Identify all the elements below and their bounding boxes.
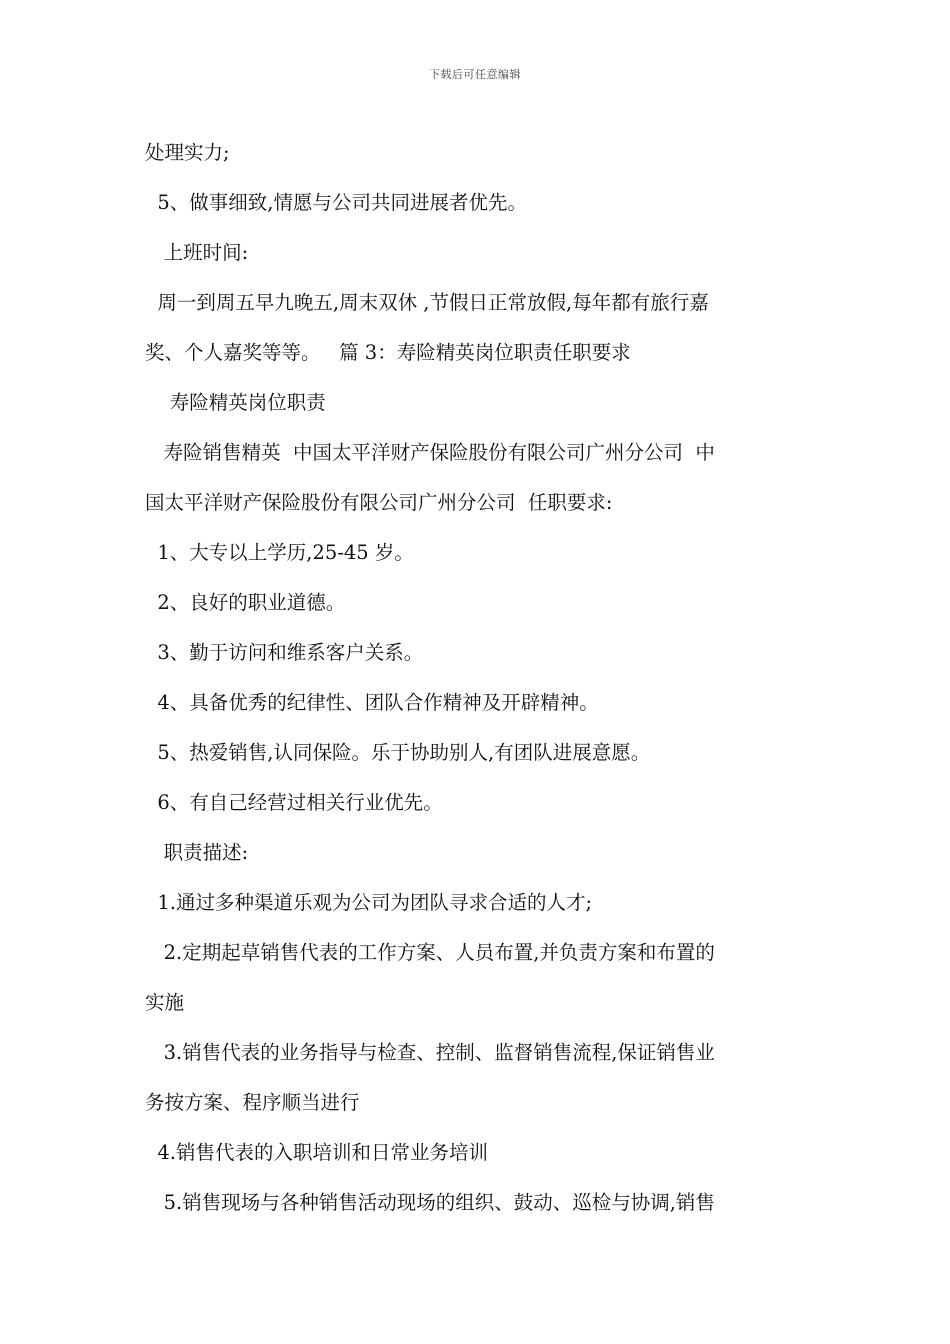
duty-item: 1.通过多种渠道乐观为公司为团队寻求合适的人才; bbox=[145, 891, 593, 914]
text-line: 处理实力; bbox=[145, 141, 230, 164]
requirement-item: 2、良好的职业道德。 bbox=[145, 591, 346, 614]
text-line: 实施 bbox=[145, 991, 185, 1014]
requirement-item: 6、有自己经营过相关行业优先。 bbox=[145, 791, 443, 814]
text-line: 寿险销售精英 中国太平洋财产保险股份有限公司广州分公司 中 bbox=[145, 441, 715, 464]
text-line: 周一到周五早九晚五,周末双休 ,节假日正常放假,每年都有旅行嘉 bbox=[145, 291, 709, 314]
text-line: 务按方案、程序顺当进行 bbox=[145, 1091, 360, 1114]
section-heading: 职责描述: bbox=[145, 841, 249, 864]
duty-item: 3.销售代表的业务指导与检查、控制、监督销售流程,保证销售业 bbox=[145, 1041, 715, 1064]
text-line: 5、做事细致,情愿与公司共同进展者优先。 bbox=[145, 191, 528, 214]
page-header-note: 下载后可任意编辑 bbox=[429, 68, 521, 81]
text-line: 国太平洋财产保险股份有限公司广州分公司 任职要求: bbox=[145, 491, 613, 514]
requirement-item: 4、具备优秀的纪律性、团队合作精神及开辟精神。 bbox=[145, 691, 599, 714]
text-line: 上班时间: bbox=[145, 241, 249, 264]
duty-item: 2.定期起草销售代表的工作方案、人员布置,并负责方案和布置的 bbox=[145, 941, 715, 964]
requirement-item: 1、大专以上学历,25-45 岁。 bbox=[145, 541, 414, 564]
requirement-item: 3、勤于访问和维系客户关系。 bbox=[145, 641, 424, 664]
duty-item: 4.销售代表的入职培训和日常业务培训 bbox=[145, 1141, 489, 1164]
requirement-item: 5、热爱销售,认同保险。乐于协助别人,有团队进展意愿。 bbox=[145, 741, 651, 764]
section-heading: 寿险精英岗位职责 bbox=[145, 391, 326, 414]
duty-item: 5.销售现场与各种销售活动现场的组织、鼓动、巡检与协调,销售 bbox=[145, 1191, 715, 1214]
document-body bbox=[145, 128, 810, 1228]
text-line: 奖、个人嘉奖等等。 篇 3：寿险精英岗位职责任职要求 bbox=[145, 341, 631, 364]
